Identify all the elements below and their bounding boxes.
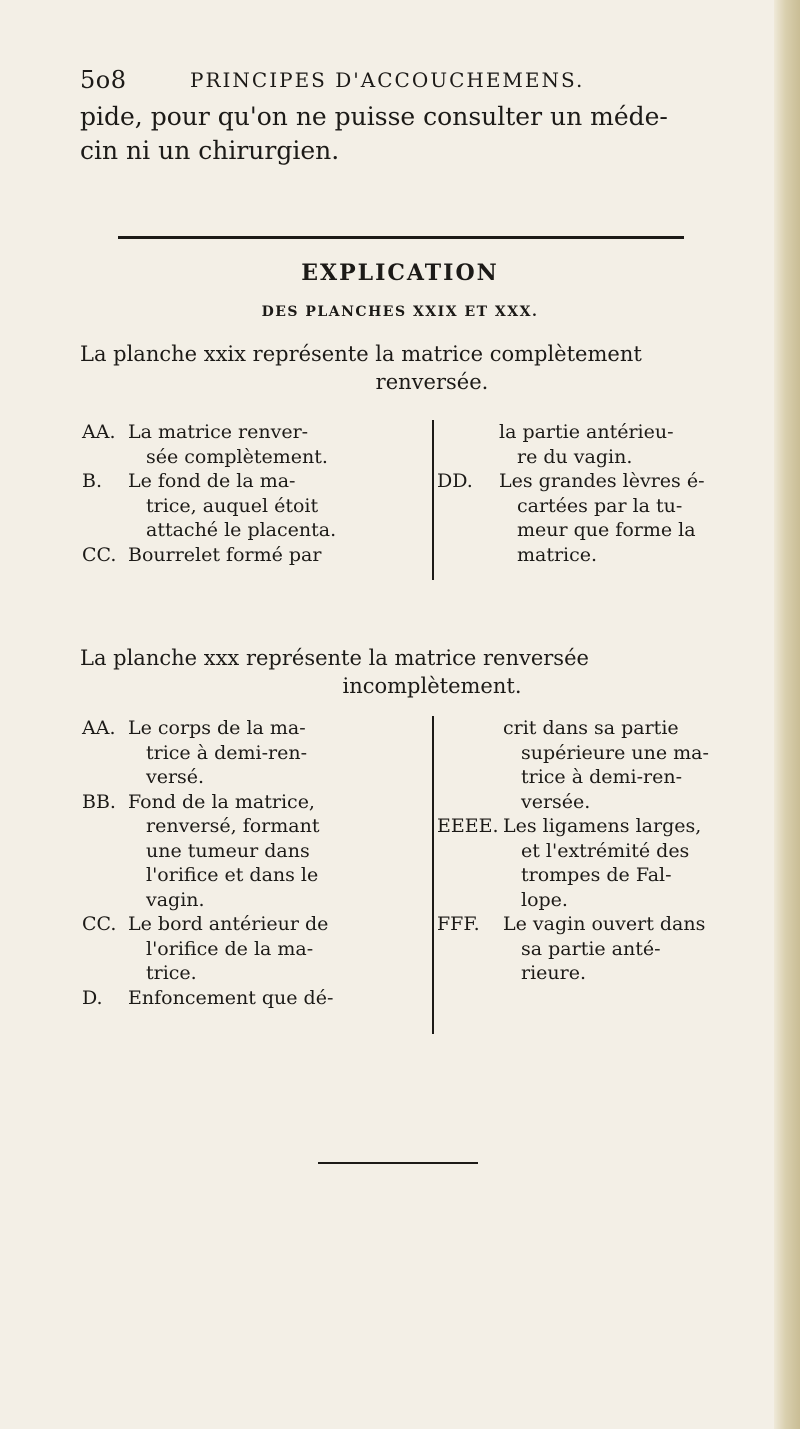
plate-30-intro-line-1: La planche xxx représente la matrice renversée [80,646,589,670]
plate-30-legend-right-column [437,716,742,986]
legend-text-line: Le corps de la ma- [128,717,306,739]
legend-text-line: renversé, formant [146,815,320,837]
legend-text-line: sa partie anté- [521,937,661,960]
end-rule [318,1162,478,1164]
plate-29-legend-right-column [437,420,742,567]
section-subtitle: DES PLANCHES XXIX ET XXX. [261,304,539,320]
legend-text-line: Le vagin ouvert dans [503,913,706,935]
legend-text-line: re du vagin. [517,445,633,468]
legend-text-line: et l'extrémité des [521,839,690,862]
plate-29-intro-line-2: renversée. [375,370,489,394]
legend-text-line: versée. [521,790,591,813]
legend-entry [82,790,432,913]
legend-entry [437,420,742,469]
legend-code: AA. [82,421,116,443]
legend-entry [437,716,742,814]
legend-code: CC. [82,913,117,935]
legend-entry [437,912,742,986]
legend-entry [82,543,432,568]
plate-29-legend-left-column [82,420,432,567]
legend-code: FFF. [437,913,480,935]
legend-text-line: trice à demi-ren- [146,741,307,764]
legend-text-line: vagin. [146,888,205,911]
legend-text-line: Le fond de la ma- [128,470,296,492]
legend-text-line: trompes de Fal- [521,864,672,886]
page-header [80,66,780,96]
legend-text-line: une tumeur dans [146,839,310,862]
legend-text-line: rieure. [521,962,587,984]
legend-text-line: Les ligamens larges, [503,815,702,837]
legend-text-line: Enfoncement que dé- [128,986,334,1009]
legend-code: EEEE. [437,815,499,837]
legend-text-line: Bourrelet formé par [128,543,322,566]
legend-text-line: l'orifice et dans le [146,864,319,886]
plate-29-intro [80,340,772,396]
legend-entry [82,912,432,986]
carry-over-line-1: pide, pour qu'on ne puisse consulter un méde- [80,102,668,131]
carry-over-paragraph [80,100,720,168]
legend-text-line: crit dans sa partie [503,717,679,739]
legend-text-line: Les grandes lèvres é- [499,470,705,492]
legend-text-line: la partie antérieu- [499,421,674,443]
legend-code: AA. [82,717,116,739]
legend-text-line: trice, auquel étoit [146,494,319,517]
legend-text-line: Fond de la matrice, [128,790,315,813]
legend-entry [82,469,432,543]
legend-text-line: cartées par la tu- [517,494,683,517]
section-title: EXPLICATION [301,260,499,286]
plate-30-legend-left-column [82,716,432,1010]
legend-text-line: l'orifice de la ma- [146,937,314,960]
carry-over-line-2: cin ni un chirurgien. [80,136,340,165]
legend-text-line: Le bord antérieur de [128,913,329,935]
running-title: PRINCIPES D'ACCOUCHEMENS. [190,68,585,92]
legend-entry [82,716,432,790]
legend-code: B. [82,470,103,492]
page-edge-shadow [774,0,800,1429]
legend-code: D. [82,986,103,1009]
legend-code: DD. [437,470,473,492]
plate-30-intro [80,644,772,700]
legend-entry [82,420,432,469]
legend-entry [437,814,742,912]
plate-30-intro-line-2: incomplètement. [342,674,522,698]
plate-29-intro-line-1: La planche xxix représente la matrice complètement [80,342,642,366]
column-divider [432,420,434,580]
legend-text-line: matrice. [517,543,598,566]
page-number: 5o8 [80,66,127,94]
legend-entry [82,986,432,1011]
plate-29-legend [82,420,742,600]
plate-30-legend [82,716,742,1046]
legend-text-line: sée complètement. [146,445,328,468]
legend-code: CC. [82,543,117,566]
section-divider-rule [118,236,684,239]
legend-text-line: versé. [146,766,205,788]
legend-code: BB. [82,790,116,813]
column-divider [432,716,434,1034]
legend-text-line: trice. [146,962,197,984]
legend-text-line: meur que forme la [517,519,696,541]
legend-text-line: trice à demi-ren- [521,766,682,788]
legend-text-line: attaché le placenta. [146,519,337,541]
legend-text-line: supérieure une ma- [521,741,709,764]
legend-text-line: lope. [521,888,568,911]
legend-entry [437,469,742,567]
legend-text-line: La matrice renver- [128,421,309,443]
